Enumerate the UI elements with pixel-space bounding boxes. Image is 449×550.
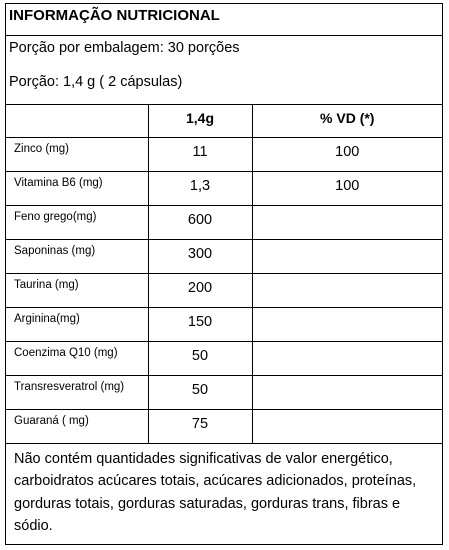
table-row xyxy=(6,205,442,239)
nutrient-name: Feno grego(mg) xyxy=(6,205,148,239)
nutrient-name: Taurina (mg) xyxy=(6,273,148,307)
footnote-row xyxy=(6,443,442,538)
nutrient-quantity: 150 xyxy=(148,307,252,341)
header-nutrient xyxy=(6,105,148,137)
footnote: Não contém quantidades significativas de valor energético, carboidratos acúcares totais, acúcares adicionados, proteínas, gorduras totais, gorduras saturadas, gorduras trans, fibras e sódio. xyxy=(6,443,442,538)
nutrient-name: Guaraná ( mg) xyxy=(6,409,148,443)
nutrient-quantity: 200 xyxy=(148,273,252,307)
nutrient-daily-value xyxy=(252,205,442,239)
nutrient-quantity: 11 xyxy=(148,137,252,171)
nutrition-table xyxy=(6,105,442,538)
nutrient-daily-value xyxy=(252,341,442,375)
nutrition-facts-panel xyxy=(5,3,443,545)
nutrient-quantity: 300 xyxy=(148,239,252,273)
nutrient-daily-value xyxy=(252,307,442,341)
nutrient-name: Coenzima Q10 (mg) xyxy=(6,341,148,375)
table-row xyxy=(6,307,442,341)
nutrient-name: Saponinas (mg) xyxy=(6,239,148,273)
nutrient-name: Zinco (mg) xyxy=(6,137,148,171)
nutrient-daily-value xyxy=(252,409,442,443)
table-row xyxy=(6,171,442,205)
table-row xyxy=(6,239,442,273)
nutrient-quantity: 600 xyxy=(148,205,252,239)
nutrient-name: Transresveratrol (mg) xyxy=(6,375,148,409)
nutrient-name: Arginina(mg) xyxy=(6,307,148,341)
nutrient-daily-value xyxy=(252,273,442,307)
nutrient-quantity: 50 xyxy=(148,341,252,375)
nutrient-quantity: 50 xyxy=(148,375,252,409)
nutrient-quantity: 75 xyxy=(148,409,252,443)
nutrient-name: Vitamina B6 (mg) xyxy=(6,171,148,205)
title-divider xyxy=(6,35,442,36)
table-row xyxy=(6,137,442,171)
nutrient-daily-value: 100 xyxy=(252,171,442,205)
table-row xyxy=(6,409,442,443)
table-row xyxy=(6,273,442,307)
header-quantity: 1,4g xyxy=(148,105,252,137)
table-header-row xyxy=(6,105,442,137)
nutrient-daily-value: 100 xyxy=(252,137,442,171)
nutrient-daily-value xyxy=(252,239,442,273)
nutrient-daily-value xyxy=(252,375,442,409)
header-daily-value: % VD (*) xyxy=(252,105,442,137)
nutrient-quantity: 1,3 xyxy=(148,171,252,205)
nutrition-title: INFORMAÇÃO NUTRICIONAL xyxy=(9,7,220,24)
serving-size: Porção: 1,4 g ( 2 cápsulas) xyxy=(9,74,183,90)
servings-per-package: Porção por embalagem: 30 porções xyxy=(9,40,240,56)
table-row xyxy=(6,375,442,409)
table-row xyxy=(6,341,442,375)
